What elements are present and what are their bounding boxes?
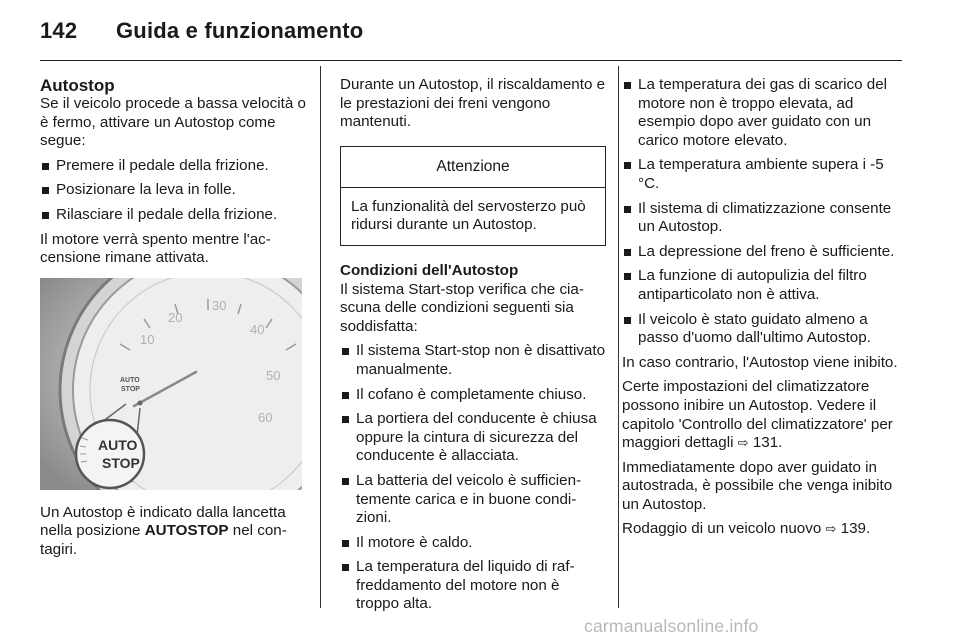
header-rule <box>40 60 902 61</box>
conditions-intro: Il sistema Start-stop verifica che ciascuna delle condizioni seguenti sia soddisfatta: <box>340 280 584 335</box>
page-ref-arrow-icon: ⇨ <box>737 435 749 451</box>
zoom-autostop-label-2: STOP <box>102 454 140 471</box>
tachometer-figure <box>40 278 302 490</box>
page-number: 142 <box>40 18 78 43</box>
gauge-number: 40 <box>250 321 265 337</box>
list-item: Il sistema Start-stop non è disattivato manualmente. <box>340 342 606 379</box>
list-item: Il sistema di climatizzazione consente un Autostop. <box>622 200 904 237</box>
caption-text-1: Un Autostop è indicato dalla lancetta nella posizione <box>40 503 286 540</box>
autostop-intro: Se il veicolo procede a bassa velocità o è fermo, attivare un Autostop come segue: <box>40 95 306 150</box>
column-2 <box>340 76 606 620</box>
list-item: La temperatura del liquido di raffreddamento del motore non è troppo alta. <box>340 558 606 614</box>
figure-caption <box>40 504 306 560</box>
list-item: La batteria del veicolo è sufficientemente carica e in buone condizioni. <box>340 472 606 528</box>
conditions-heading: Condizioni dell'Autostop <box>340 261 519 279</box>
list-item: Rilasciare il pedale della frizione. <box>40 206 306 225</box>
gauge-number: 10 <box>140 331 155 347</box>
column-3 <box>622 76 904 545</box>
list-item: La depressione del freno è sufficiente. <box>622 243 904 262</box>
break-in-text <box>622 520 904 539</box>
list-item: Il veicolo è stato guidato almeno a passo d'uomo dall'ultimo Autostop. <box>622 311 904 348</box>
list-item: La funzione di autopulizia del filtro antiparticolato non è attiva. <box>622 267 904 304</box>
list-item: Il cofano è completamente chiuso. <box>340 386 606 405</box>
page-title: Guida e funzionamento <box>116 18 364 43</box>
caption-text-2: nel contagiri. <box>40 522 287 558</box>
section-heading-autostop: Autostop <box>40 76 115 95</box>
gauge-autostop-mark-1: AUTO <box>120 376 140 384</box>
gauge-number: 50 <box>266 367 281 383</box>
caption-bold: AUTOSTOP <box>144 522 229 540</box>
gauge-number: 20 <box>168 309 183 325</box>
conditions-list <box>340 342 606 614</box>
list-item: La temperatura dei gas di scarico del motore non è troppo elevata, ad esempio dopo aver guidato con un carico motore elevato. <box>622 76 904 150</box>
break-in-text-body: Rodaggio di un veicolo nuovo <box>622 520 826 538</box>
climate-text <box>622 378 904 452</box>
autostop-maintained-text: Durante un Autostop, il riscaldamento e le prestazioni dei freni vengono mantenuti. <box>340 76 606 131</box>
engine-off-note: Il motore verrà spento mentre l'accensione rimane attivata. <box>40 230 271 267</box>
gauge-autostop-mark-2: STOP <box>121 385 140 393</box>
column-1 <box>40 76 306 566</box>
page-ref-link[interactable]: 139. <box>840 520 871 538</box>
conditions-list-continued <box>622 76 904 348</box>
climate-text-body: Certe impostazioni del climatizzatore possono inibire un Autostop. Vedere il capitolo 'Controllo del climatizzatore' per maggiori dettagli <box>622 378 893 452</box>
gauge-number: 60 <box>258 409 273 425</box>
page-ref-link[interactable]: 131. <box>752 434 783 452</box>
zoom-autostop-label-1: AUTO <box>98 436 138 453</box>
warning-box <box>340 146 606 246</box>
list-item: Posizionare la leva in folle. <box>40 181 306 200</box>
gauge-number: 30 <box>212 297 227 313</box>
list-item: Premere il pedale della frizione. <box>40 157 306 176</box>
watermark: carmanualsonline.info <box>584 616 759 636</box>
list-item: La portiera del conducente è chiusa oppure la cintura di sicurezza del conducente è allacciata. <box>340 410 606 466</box>
warning-body: La funzionalità del servosterzo può ridursi durante un Autostop. <box>351 197 586 234</box>
page-ref-arrow-icon: ⇨ <box>825 521 837 537</box>
autostop-steps <box>40 157 306 225</box>
inhibit-text: In caso contrario, l'Autostop viene inibito. <box>622 353 898 371</box>
page-header <box>40 18 363 44</box>
highway-text: Immediatamente dopo aver guidato in autostrada, è possibile che venga inibito un Autostop. <box>622 458 893 513</box>
column-divider <box>618 66 619 608</box>
column-divider <box>320 66 321 608</box>
warning-title: Attenzione <box>341 147 605 188</box>
list-item: Il motore è caldo. <box>340 534 606 553</box>
list-item: La temperatura ambiente supera i -5 °C. <box>622 156 904 193</box>
